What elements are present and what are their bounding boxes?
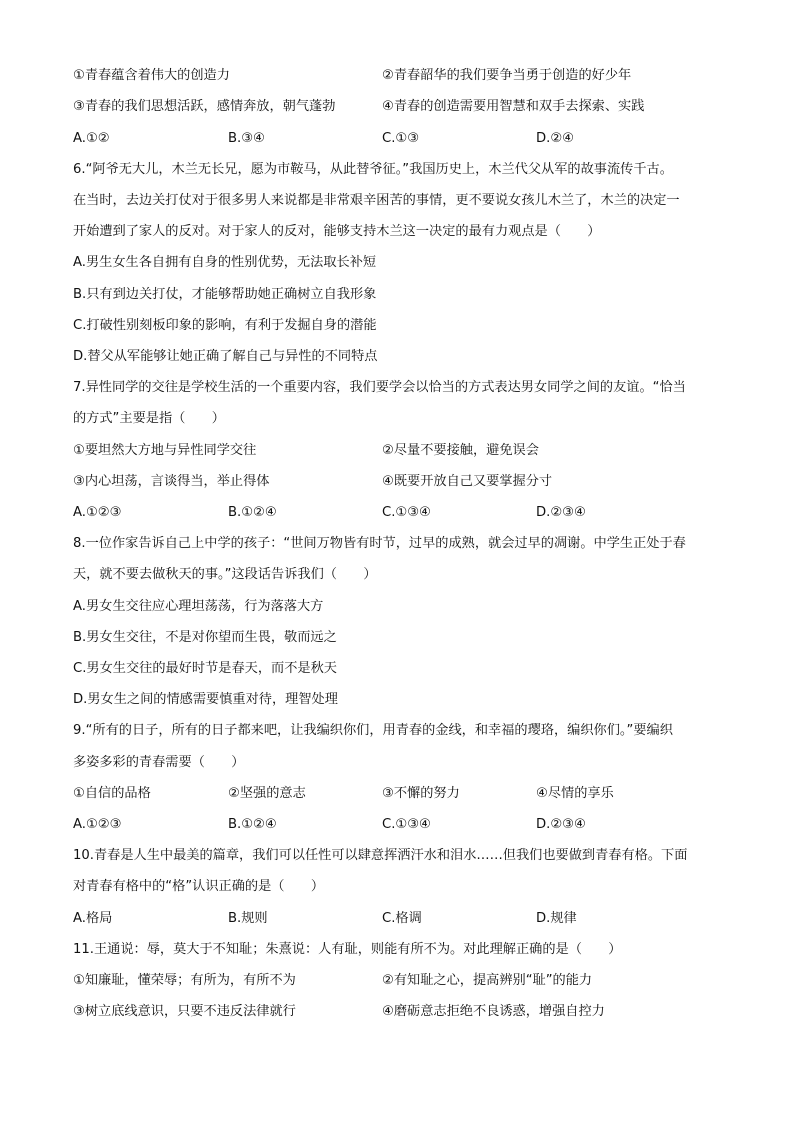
q5-statement-3: ③青春的我们思想活跃，感情奔放，朝气蓬勃	[73, 99, 336, 114]
q5-option-a: A.①②	[73, 131, 110, 146]
q8-option-a: A.男女生交往应心理坦荡荡，行为落落大方	[73, 599, 324, 614]
q7-statement-1: ①要坦然大方地与异性同学交往	[73, 443, 257, 458]
q9-stem-line-1: 9.“所有的日子，所有的日子都来吧，让我编织你们，用青春的金线，和幸福的璎珞，编织你们。”要编织	[73, 723, 673, 738]
q6-stem-line-2: 在当时，去边关打仗对于很多男人来说都是非常艰辛困苦的事情，更不要说女孩儿木兰了，木兰的决定一	[73, 193, 680, 208]
q9-option-a: A.①②③	[73, 817, 122, 832]
q8-option-b: B.男女生交往，不是对你望而生畏，敬而远之	[73, 630, 337, 645]
q9-statement-3: ③不懈的努力	[382, 786, 460, 801]
q7-option-a: A.①②③	[73, 505, 122, 520]
q5-statement-4: ④青春的创造需要用智慧和双手去探索、实践	[382, 99, 645, 114]
q11-statements-row-2	[73, 1003, 733, 1021]
q10-stem-line-1: 10.青春是人生中最美的篇章，我们可以任性可以肆意挥洒汗水和泪水……但我们也要做到青春有格。下面	[73, 848, 688, 863]
q6-option-c: C.打破性别刻板印象的影响，有利于发掘自身的潜能	[73, 318, 377, 333]
q5-statements-row-1	[73, 67, 733, 85]
q7-statement-4: ④既要开放自己又要掌握分寸	[382, 474, 553, 489]
q9-statement-4: ④尽情的享乐	[536, 786, 614, 801]
q5-option-d: D.②④	[536, 131, 574, 146]
q9-options	[73, 816, 733, 834]
q7-stem-line-1: 7.异性同学的交往是学校生活的一个重要内容，我们要学会以恰当的方式表达男女同学之间的友谊。“恰当	[73, 380, 686, 395]
q10-option-a: A.格局	[73, 911, 113, 926]
q10-option-c: C.格调	[382, 911, 422, 926]
q8-stem-line-1: 8.一位作家告诉自己上中学的孩子：“世间万物皆有时节，过早的成熟，就会过早的凋谢。中学生正处于春	[73, 536, 686, 551]
q9-statements	[73, 785, 733, 803]
q9-statement-2: ②坚强的意志	[228, 786, 306, 801]
q5-options	[73, 130, 733, 148]
q7-stem-line-2: 的方式”主要是指（ ）	[73, 411, 225, 426]
q6-option-d: D.替父从军能够让她正确了解自己与异性的不同特点	[73, 349, 378, 364]
q9-statement-1: ①自信的品格	[73, 786, 151, 801]
q7-statements-row-1	[73, 442, 733, 460]
q9-option-d: D.②③④	[536, 817, 586, 832]
q11-statements-row-1	[73, 972, 733, 990]
q7-option-c: C.①③④	[382, 505, 431, 520]
q11-statement-3: ③树立底线意识，只要不违反法律就行	[73, 1004, 296, 1019]
q5-statement-1: ①青春蕴含着伟大的创造力	[73, 68, 230, 83]
q6-option-b: B.只有到边关打仗，才能够帮助她正确树立自我形象	[73, 287, 377, 302]
q7-statement-2: ②尽量不要接触，避免误会	[382, 443, 539, 458]
q6-stem-line-1: 6.“阿爷无大儿，木兰无长兄，愿为市鞍马，从此替爷征。”我国历史上，木兰代父从军的故事流传千古。	[73, 162, 673, 177]
q5-option-c: C.①③	[382, 131, 420, 146]
q7-option-b: B.①②④	[228, 505, 277, 520]
q7-options	[73, 504, 733, 522]
q10-option-b: B.规则	[228, 911, 268, 926]
q9-option-b: B.①②④	[228, 817, 277, 832]
q5-statement-2: ②青春韶华的我们要争当勇于创造的好少年	[382, 68, 632, 83]
q7-statement-3: ③内心坦荡，言谈得当，举止得体	[73, 474, 270, 489]
q10-options	[73, 910, 733, 928]
q5-statements-row-2	[73, 98, 733, 116]
q10-stem-line-2: 对青春有格中的“格”认识正确的是（ ）	[73, 879, 325, 894]
q9-stem-line-2: 多姿多彩的青春需要（ ）	[73, 755, 245, 770]
q7-option-d: D.②③④	[536, 505, 586, 520]
q8-option-c: C.男女生交往的最好时节是春天，而不是秋天	[73, 661, 337, 676]
q11-statement-1: ①知廉耻，懂荣辱；有所为，有所不为	[73, 973, 296, 988]
q9-option-c: C.①③④	[382, 817, 431, 832]
q11-statement-4: ④磨砺意志拒绝不良诱惑，增强自控力	[382, 1004, 605, 1019]
q11-statement-2: ②有知耻之心，提高辨别“耻”的能力	[382, 973, 593, 988]
q8-stem-line-2: 天，就不要去做秋天的事。”这段话告诉我们（ ）	[73, 567, 377, 582]
q11-stem-line-1: 11.王通说：辱，莫大于不知耻；朱熹说：人有耻，则能有所不为。对此理解正确的是（ ）	[73, 942, 622, 957]
q6-option-a: A.男生女生各自拥有自身的性别优势，无法取长补短	[73, 255, 377, 270]
q8-option-d: D.男女生之间的情感需要慎重对待，理智处理	[73, 692, 338, 707]
q6-stem-line-3: 开始遭到了家人的反对。对于家人的反对，能够支持木兰这一决定的最有力观点是（ ）	[73, 224, 601, 239]
q7-statements-row-2	[73, 473, 733, 491]
q10-option-d: D.规律	[536, 911, 577, 926]
q5-option-b: B.③④	[228, 131, 265, 146]
